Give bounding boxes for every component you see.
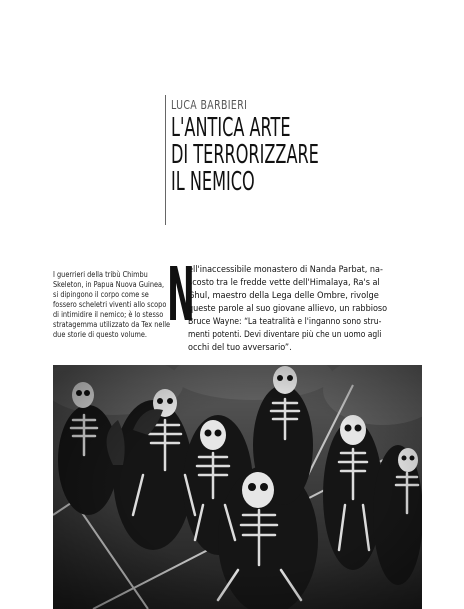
title-line: DI TERRORIZZARE xyxy=(171,140,319,170)
photo-caption xyxy=(53,270,171,340)
body-line: Bruce Wayne: “La teatralità e l'inganno sono stru- xyxy=(188,317,382,327)
title-line: L'ANTICA ARTE xyxy=(171,113,291,143)
caption-line: due storie di questo volume. xyxy=(53,330,147,339)
caption-line: si dipingono il corpo come se xyxy=(53,290,149,299)
caption-line: di intimidire il nemico; è lo stesso xyxy=(53,310,164,319)
drop-cap: N xyxy=(167,252,195,338)
title-line: IL NEMICO xyxy=(171,167,255,197)
caption-line: Skeleton, in Papua Nuova Guinea, xyxy=(53,280,165,289)
article-title xyxy=(171,115,319,196)
body-line: Ghul, maestro della Lega delle Ombre, rivolge xyxy=(188,291,379,301)
warriors-photo xyxy=(53,365,422,609)
body-line: menti potenti. Devi diventare più che un uomo agli xyxy=(188,330,382,340)
body-line: queste parole al suo giovane allievo, un rabbioso xyxy=(188,304,388,314)
caption-line: stratagemma utilizzato da Tex nelle xyxy=(53,320,171,329)
body-line: occhi del tuo avversario”. xyxy=(188,343,292,353)
caption-line: fossero scheletri viventi allo scopo xyxy=(53,300,167,309)
author-name: LUCA BARBIERI xyxy=(171,98,248,112)
caption-line: I guerrieri della tribù Chimbu xyxy=(53,270,148,279)
header-vertical-rule xyxy=(165,95,166,225)
body-line: ell'inaccessibile monastero di Nanda Parbat, na- xyxy=(188,265,383,275)
body-line: scosto tra le fredde vette dell'Himalaya, Ra's al xyxy=(188,278,380,288)
